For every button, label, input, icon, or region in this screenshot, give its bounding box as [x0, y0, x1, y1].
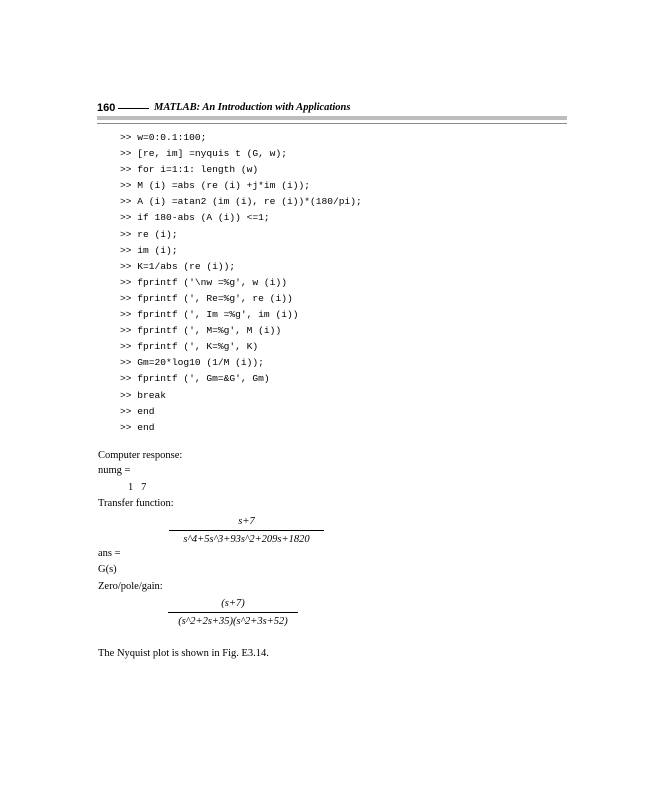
code-line: >> fprintf (', K=%g', K) — [120, 341, 259, 353]
code-line: >> re (i); — [120, 228, 178, 240]
code-line: >> A (i) =atan2 (im (i), re (i))*(180/pi); — [120, 196, 362, 208]
tf-fraction-bar — [169, 530, 324, 531]
code-line: >> break — [120, 389, 167, 401]
page-number: 160 — [97, 102, 116, 114]
header-dash — [118, 108, 149, 109]
ans-label: ans = — [98, 548, 121, 559]
code-line: >> end — [120, 421, 155, 433]
code-line: >> fprintf (', Re=%g', re (i)) — [120, 292, 293, 304]
running-title: MATLAB: An Introduction with Applications — [154, 102, 351, 113]
header-rule-thick — [97, 116, 567, 120]
code-line: >> M (i) =abs (re (i) +j*im (i)); — [120, 180, 310, 192]
numg-label: numg = — [98, 465, 131, 476]
code-line: >> [re, im] =nyquis t (G, w); — [120, 148, 287, 160]
zpk-fraction-bar — [168, 612, 298, 613]
header-rule-thin — [97, 123, 567, 124]
nyquist-note: The Nyquist plot is shown in Fig. E3.14. — [98, 648, 269, 659]
zpk-denominator: (s^2+2s+35)(s^2+3s+52) — [178, 616, 288, 627]
code-line: >> fprintf (', Im =%g', im (i)) — [120, 309, 299, 321]
gs-label: G(s) — [98, 564, 117, 575]
code-line: >> w=0:0.1:100; — [120, 132, 207, 143]
computer-response-label: Computer response: — [98, 450, 183, 461]
code-line: >> fprintf (', Gm=&G', Gm) — [120, 373, 270, 385]
code-line: >> Gm=20*log10 (1/M (i)); — [120, 357, 264, 369]
zpk-label: Zero/pole/gain: — [98, 581, 163, 592]
tf-denominator: s^4+5s^3+93s^2+209s+1820 — [183, 534, 310, 545]
code-line: >> end — [120, 405, 155, 417]
page-header — [97, 102, 567, 114]
matlab-code-block — [120, 130, 362, 436]
zpk-numerator: (s+7) — [221, 598, 245, 609]
code-line: >> K=1/abs (re (i)); — [120, 260, 236, 272]
code-line: >> fprintf (', M=%g', M (i)) — [120, 325, 282, 337]
code-line: >> for i=1:1: length (w) — [120, 164, 259, 176]
code-line: >> fprintf ('\nw =%g', w (i)) — [120, 276, 287, 288]
code-line: >> im (i); — [120, 244, 178, 256]
transfer-function-label: Transfer function: — [98, 498, 174, 509]
numg-value: 1 7 — [128, 482, 147, 493]
code-line: >> if 180-abs (A (i)) <=1; — [120, 212, 270, 224]
tf-numerator: s+7 — [238, 516, 255, 527]
transfer-function-fraction — [169, 515, 324, 549]
zpk-fraction — [168, 597, 298, 631]
